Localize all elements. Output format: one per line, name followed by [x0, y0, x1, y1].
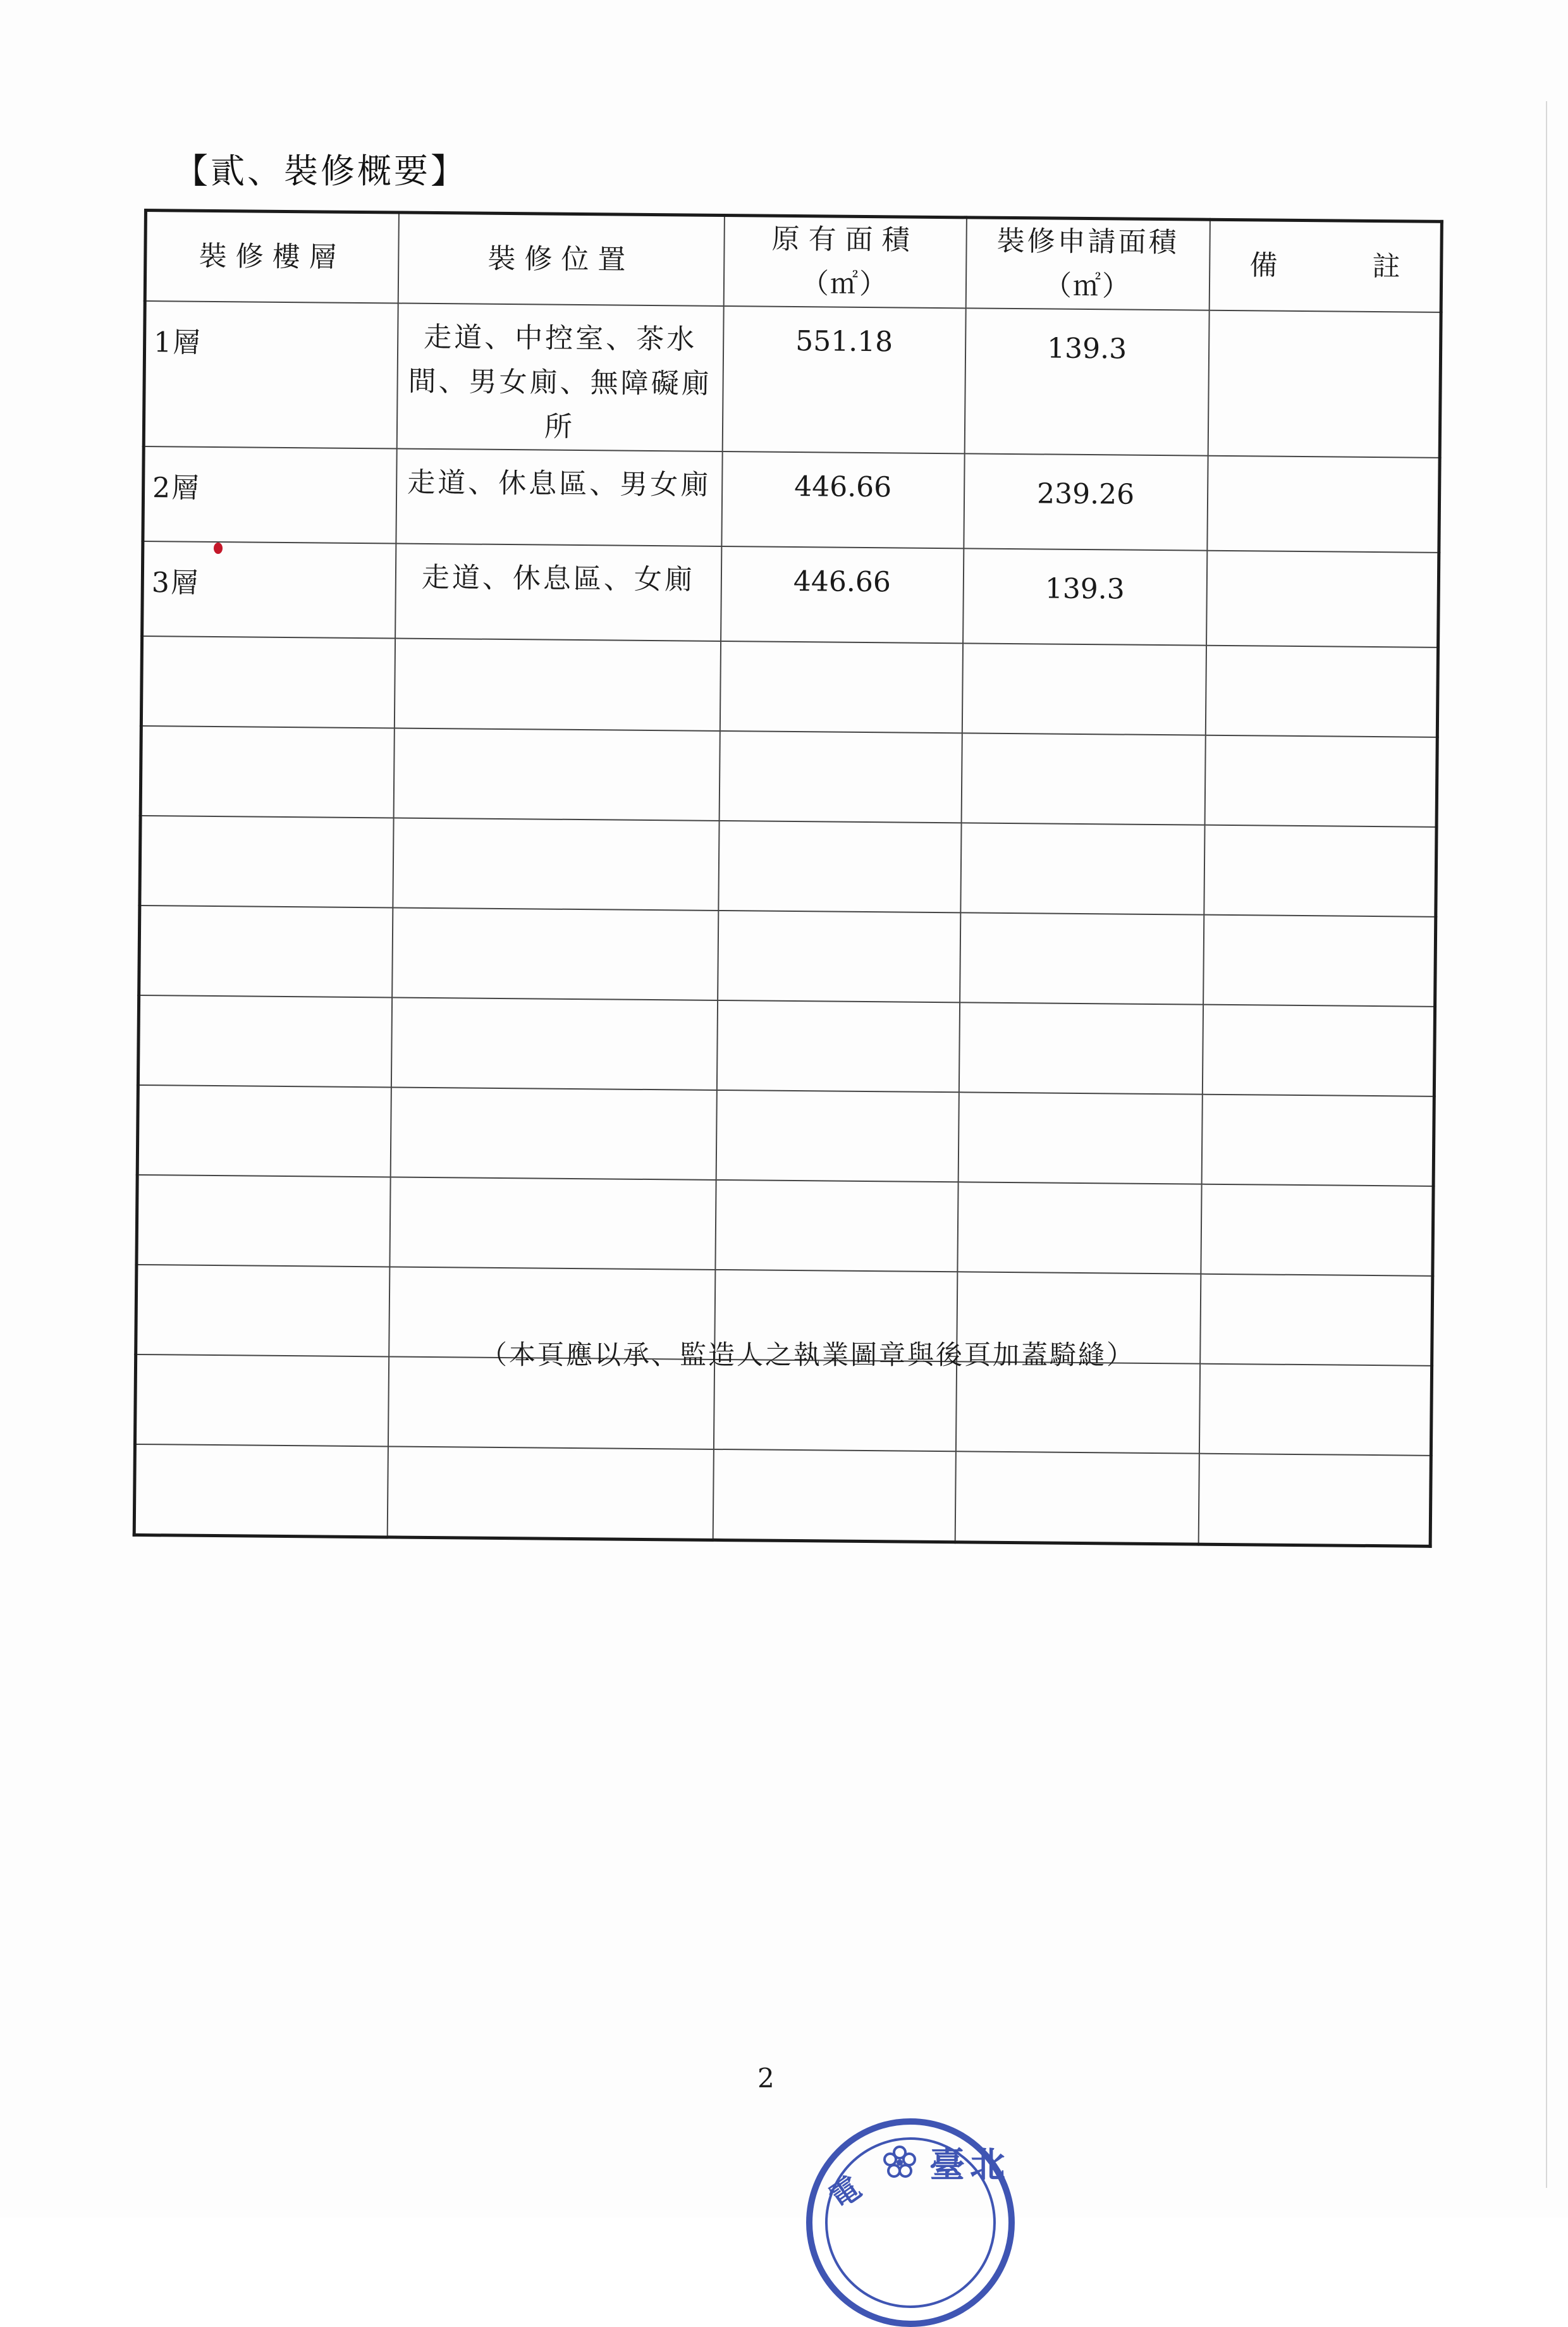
row-location: [389, 1177, 716, 1269]
row-requested-area: [955, 1451, 1199, 1544]
row-note: [1205, 646, 1438, 737]
row-requested-area: [962, 643, 1206, 735]
table-row: [137, 1085, 1434, 1186]
row-note: [1207, 456, 1440, 553]
row-floor: [136, 1265, 389, 1356]
row-requested-area: [960, 823, 1204, 914]
row-floor: [140, 726, 394, 818]
row-requested-area: [958, 1092, 1202, 1184]
row-floor: [137, 1085, 391, 1177]
page-number: 2: [757, 2063, 775, 2094]
row-location: [391, 997, 717, 1090]
row-location: [393, 818, 719, 910]
row-floor: [135, 1354, 388, 1446]
row-requested-area: [959, 1002, 1203, 1094]
row-note: [1199, 1364, 1431, 1456]
row-original-area: [718, 821, 961, 912]
row-requested-area: [960, 912, 1204, 1004]
row-floor: [139, 906, 393, 997]
row-location: [390, 1087, 716, 1179]
row-note: [1206, 551, 1439, 648]
row-original-area: 551.18: [722, 306, 965, 453]
row-floor: [137, 1175, 390, 1267]
seam-stamp-footnote: （本頁應以承、監造人之執業圖章與後頁加蓋騎縫）: [481, 1339, 1136, 1370]
row-note: [1200, 1274, 1433, 1366]
header-original-area-label: 原有面積: [771, 223, 919, 257]
row-floor: [140, 816, 393, 907]
row-floor: [141, 636, 395, 728]
section-title: 【貳、裝修概要】: [174, 151, 467, 191]
row-location: [393, 728, 720, 820]
row-note: [1202, 1005, 1435, 1096]
row-original-area: [716, 1090, 959, 1182]
header-location: 裝修位置: [398, 212, 724, 306]
table-row: [144, 301, 1441, 458]
header-requested-area-label: 裝修申請面積: [996, 224, 1179, 259]
table-header-row: [145, 211, 1442, 312]
row-location: 走道、休息區、女廁: [395, 543, 721, 641]
table-row: [140, 726, 1437, 827]
header-requested-area: [965, 218, 1210, 310]
row-note: [1201, 1184, 1433, 1276]
row-note: [1204, 735, 1437, 827]
plum-blossom-icon: [882, 2145, 917, 2180]
header-note-right: 註: [1372, 250, 1400, 283]
table-row: [137, 1175, 1433, 1276]
row-floor: 3層: [142, 541, 396, 638]
row-note: [1198, 1454, 1431, 1547]
header-note: [1209, 219, 1442, 312]
table-row: [143, 446, 1440, 553]
header-original-area: [723, 216, 966, 309]
table-row: [142, 541, 1439, 648]
row-original-area: [720, 641, 962, 733]
row-original-area: [716, 1000, 959, 1092]
row-original-area: [715, 1180, 958, 1272]
row-note: [1201, 1095, 1434, 1186]
scan-edge-line: [1546, 101, 1547, 2188]
row-note: [1208, 310, 1441, 458]
row-location: 走道、中控室、茶水間、男女廁、無障礙廁所: [396, 304, 723, 451]
row-requested-area: 139.3: [963, 548, 1207, 645]
seal-text-top: 臺北: [929, 2145, 1010, 2186]
header-requested-area-unit: （㎡）: [1043, 269, 1132, 303]
table-row: [141, 636, 1438, 737]
row-requested-area: [961, 733, 1205, 825]
table-row: [138, 995, 1435, 1096]
header-note-left: 備: [1249, 249, 1278, 282]
row-location: [387, 1446, 713, 1540]
row-original-area: [713, 1449, 955, 1542]
row-location: [392, 907, 718, 1000]
row-requested-area: [955, 1361, 1199, 1453]
row-original-area: 446.66: [721, 546, 964, 643]
red-ink-mark: [214, 543, 223, 554]
table-row: [140, 816, 1436, 917]
table-row: [134, 1444, 1431, 1546]
row-floor: 2層: [143, 446, 396, 543]
row-location: [394, 638, 720, 730]
header-original-area-unit: （㎡）: [800, 267, 889, 301]
row-floor: 1層: [144, 301, 398, 448]
row-floor: [134, 1444, 388, 1537]
table-row: [139, 906, 1436, 1007]
row-requested-area: [957, 1182, 1201, 1274]
row-requested-area: 239.26: [964, 453, 1208, 550]
row-original-area: [718, 911, 960, 1002]
row-location: 走道、休息區、男女廁: [396, 448, 722, 546]
seal-text-left: 電: [822, 2170, 868, 2216]
row-note: [1203, 915, 1436, 1007]
row-floor: [138, 995, 391, 1087]
header-floor: 裝修樓層: [145, 211, 398, 304]
row-note: [1204, 825, 1436, 917]
row-original-area: 446.66: [721, 451, 964, 548]
row-original-area: [719, 731, 962, 823]
row-original-area: [713, 1360, 956, 1451]
row-requested-area: 139.3: [964, 308, 1209, 455]
